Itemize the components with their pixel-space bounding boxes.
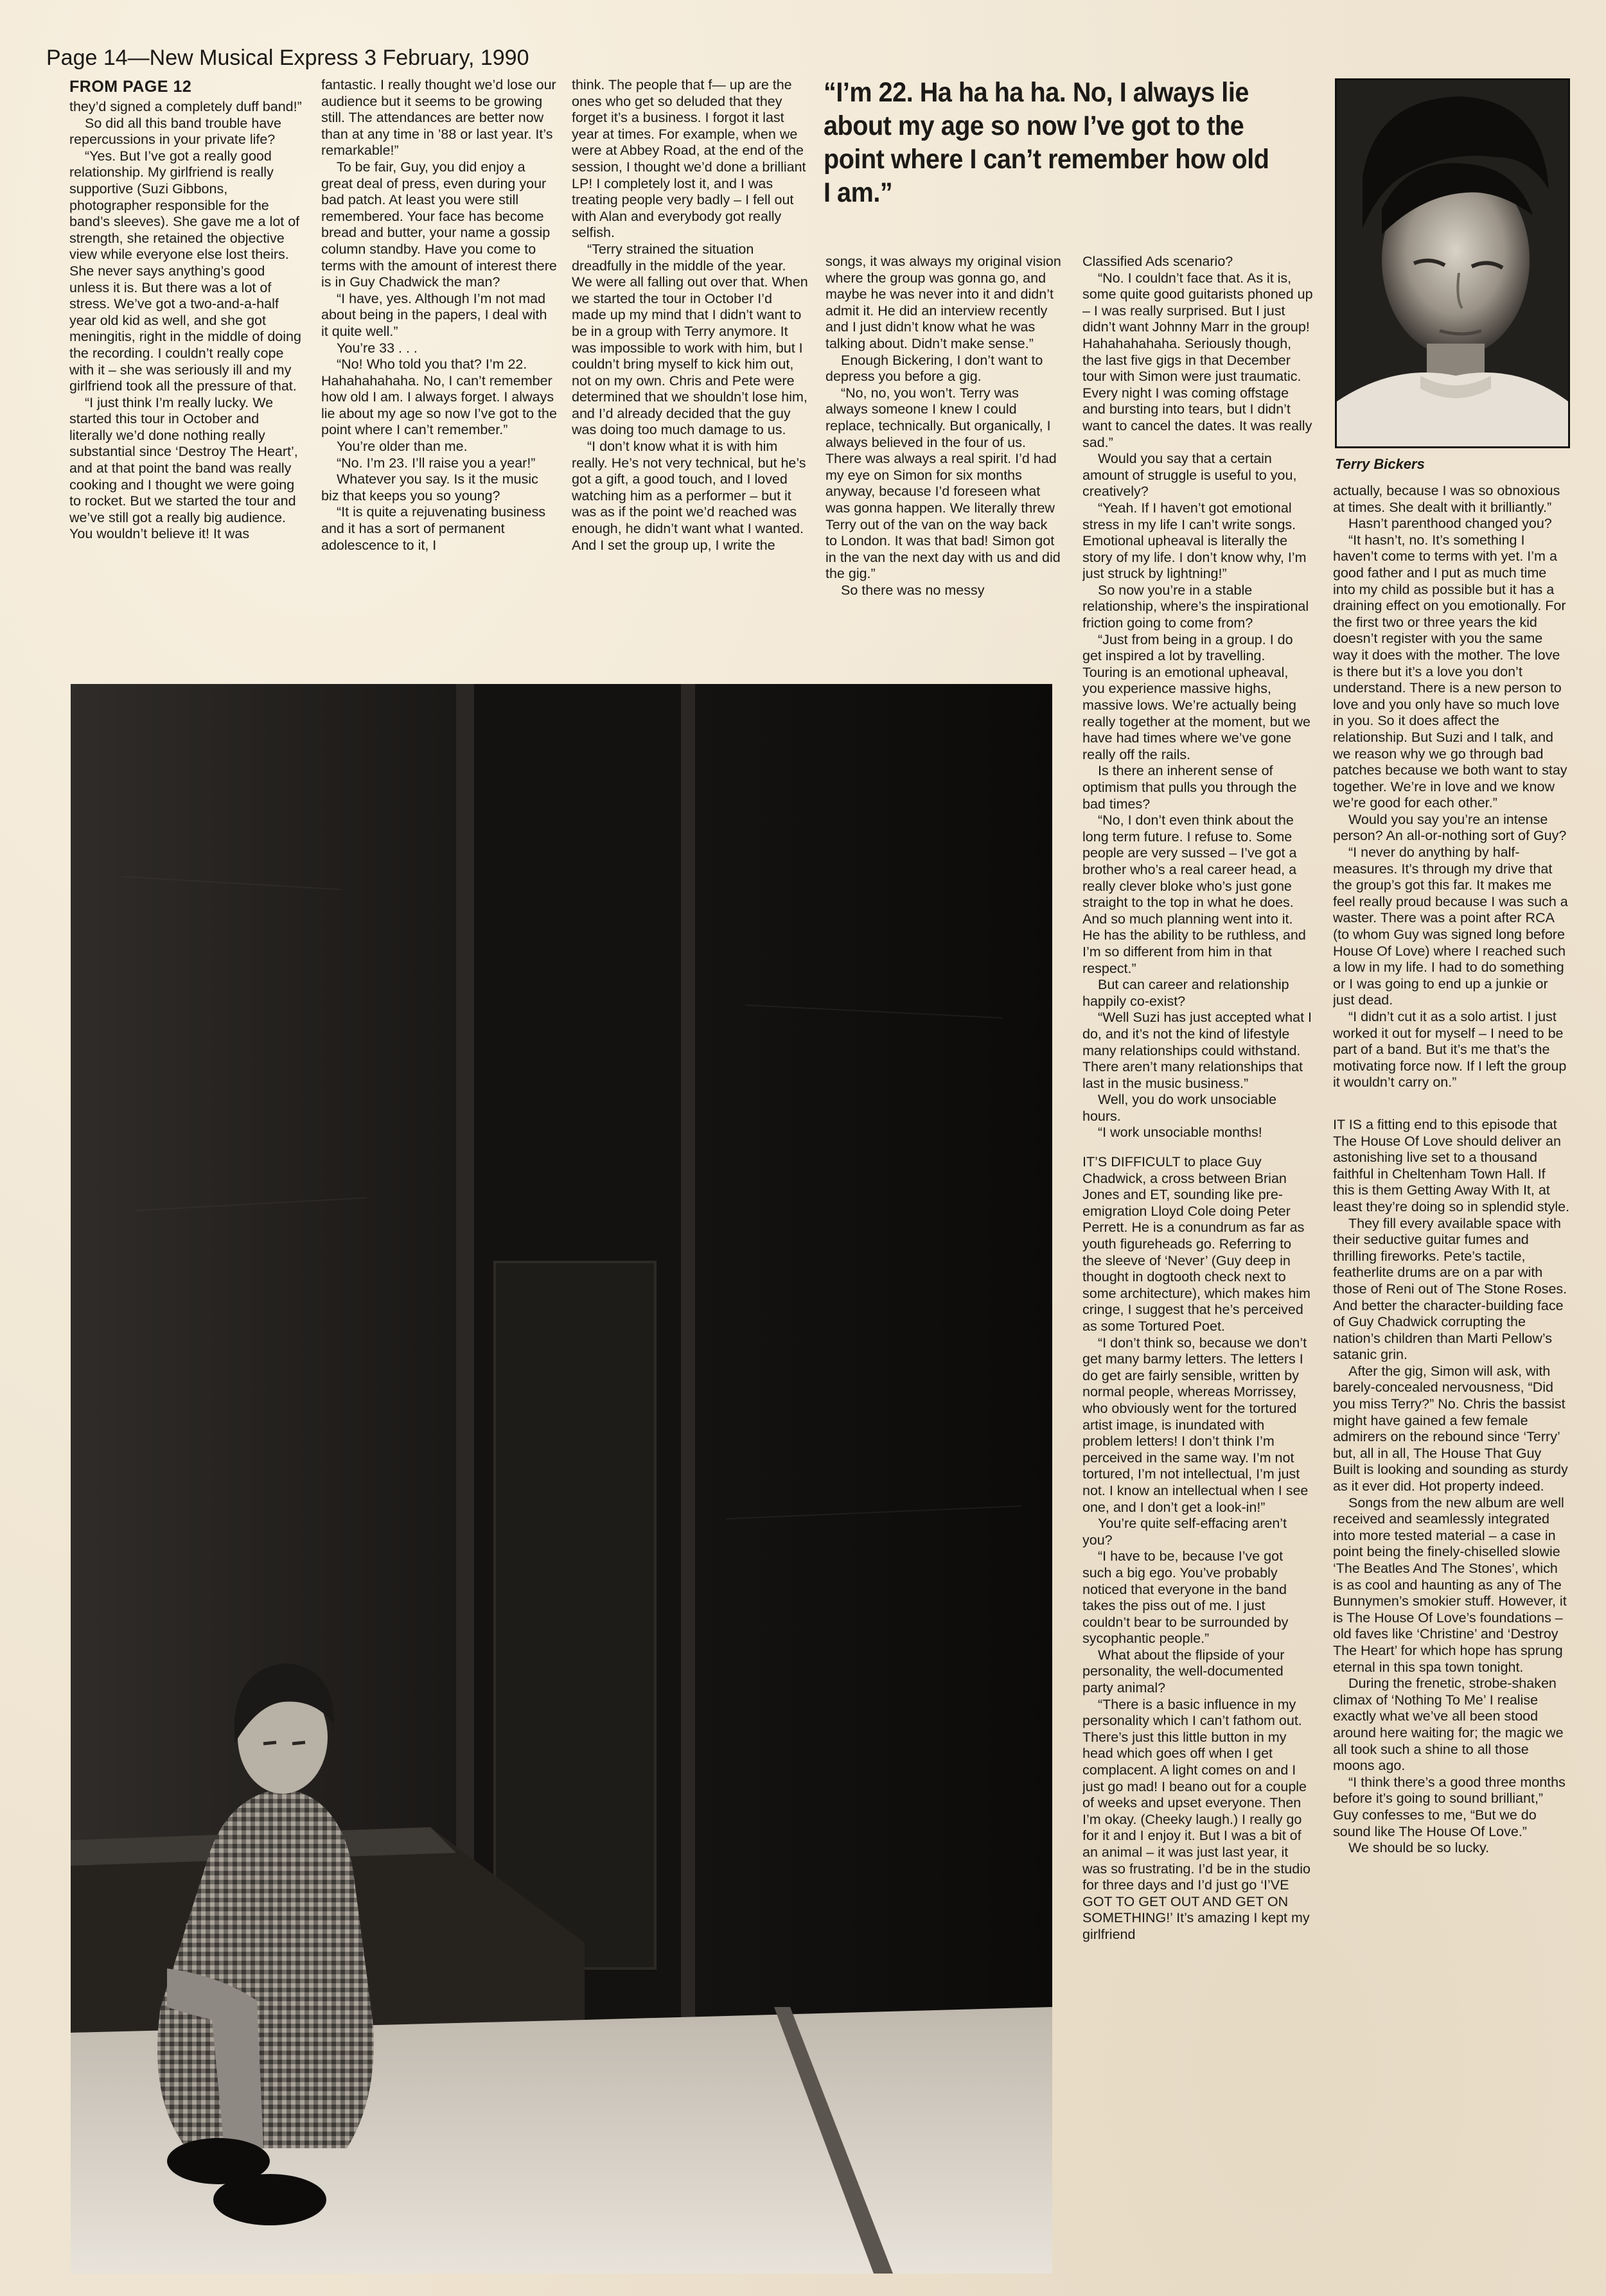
paragraph: After the gig, Simon will ask, with barely-concealed nervousness, “Did you miss Terry?” No. Chris the bassist might have gained a few female admirers on the rebound since ‘Terry’ but, all in all, The House That Guy Built is looking and sounding as sturdy as it ever did. Hot property indeed. xyxy=(1333,1363,1568,1494)
paragraph: Would you say that a certain amount of struggle is useful to you, creatively? xyxy=(1082,451,1297,500)
paragraph: Classified Ads scenario? xyxy=(1082,254,1233,269)
paragraph: Whatever you say. Is it the music biz that keeps you so young? xyxy=(321,471,538,504)
paragraph: Is there an inherent sense of optimism that pulls you through the bad times? xyxy=(1082,763,1297,812)
paragraph: “I have to be, because I’ve got such a big ego. You’ve probably noticed that everyone in the band takes the piss out of me. I just couldn’t bear to be surrounded by sycophantic people.” xyxy=(1082,1548,1289,1647)
paragraph: “I don’t know what it is with him really. He’s not very technical, but he’s got a gift, a good touch, and I loved watching him as a performer – but it was as if the point we’d reached was enough, he didn’t want what I wanted. And I set the group up, I write the xyxy=(572,439,806,553)
paragraph: IT’S DIFFICULT to place Guy Chadwick, a cross between Brian Jones and ET, sounding like pre-emigration Lloyd Cole doing Peter Perrett. He is a conundrum as far as youth figureheads go. Referring to the sleeve of ‘Never’ (Guy deep in thought in dogtooth check next to some architecture), which makes him cringe, I suggest that he’s perceived as some Tortured Poet. xyxy=(1082,1154,1310,1334)
continued-from-label: FROM PAGE 12 xyxy=(69,78,192,96)
article-column-4 xyxy=(825,254,1062,671)
paragraph: “I don’t think so, because we don’t get many barmy letters. The letters I do get are fairly sensible, written by normal people, whereas Morrissey, who obviously went for the tortured artist image, is inundated with problem letters! I don’t think I’m perceived in the same way. I’m not tortured, I’m not intellectual, I’m just not. I know an intellectual when I see one, and I don’t get a look-in!” xyxy=(1082,1335,1309,1515)
photo-caption: Terry Bickers xyxy=(1335,456,1425,472)
paragraph: “I never do anything by half-measures. It’s through my drive that the group’s got this far. It makes me feel really proud because I was such a waster. There was a point after RCA (to whom Guy was signed long before House Of Love) where I reached such a low in my life. I had to do something or I was going to end up a junkie or just dead. xyxy=(1333,845,1568,1008)
terry-bickers-photo xyxy=(1335,78,1570,448)
paragraph: “No, I don’t even think about the long term future. I refuse to. Some people are very sussed – I’ve got a brother who’s a real career head, a really clever bloke who’s just gone straight to the top in what he does. And so much planning went into it. He has the ability to be ruthless, and I’m so different from him in that respect.” xyxy=(1082,812,1306,976)
section-break xyxy=(1082,1141,1314,1154)
paragraph: “Yeah. If I haven’t got emotional stress in my life I can’t write songs. Emotional upheaval is literally the story of my life. I don’t know why, I’m just struck by lightning!” xyxy=(1082,500,1307,582)
paragraph: But can career and relationship happily co-exist? xyxy=(1082,977,1289,1009)
paragraph: “No, no, you won’t. Terry was always someone I knew I could replace, technically. But organically, I always believed in the four of us. There was always a real spirit. I’d had my eye on Simon for six months anyway, because I’d foreseen what was gonna happen. We literally threw Terry out of the van on the way back to London. It was that bad! Simon got in the van the next day with us and did the gig.” xyxy=(825,385,1061,582)
article-column-5 xyxy=(1082,254,1314,2264)
portrait-image xyxy=(1337,80,1568,446)
paragraph: “I didn’t cut it as a solo artist. I just worked it out for myself – I need to be part of a band. But it’s me that’s the motivating force now. If I left the group it wouldn’t carry on.” xyxy=(1333,1009,1567,1091)
pull-quote: “I’m 22. Ha ha ha ha. No, I always lie about my age so now I’ve got to the point where I can’t remember how old I am.” xyxy=(824,77,1269,208)
paragraph: “I work unsociable months! xyxy=(1098,1125,1262,1141)
paragraph: “No. I’m 23. I’ll raise you a year!” xyxy=(337,455,536,471)
paragraph: We should be so lucky. xyxy=(1348,1840,1490,1856)
paragraph: “I think there’s a good three months before it’s going to sound brilliant,” Guy confesses to me, “But we do sound like The House Of Love.” xyxy=(1333,1774,1566,1839)
paragraph: Would you say you’re an intense person? An all-or-nothing sort of Guy? xyxy=(1333,811,1567,844)
paragraph: You’re older than me. xyxy=(337,439,468,455)
paragraph: “Just from being in a group. I do get inspired a lot by travelling. Touring is an emotional upheaval, you experience massive highs, massive lows. We’re actually being really together at the moment, but we have had times where we’ve gone really off the rails. xyxy=(1082,631,1310,762)
paragraph: To be fair, Guy, you did enjoy a great deal of press, even during your bad patch. At least you were still remembered. Your face has become bread and butter, your name a gossip column standby. Have you come to terms with the amount of interest there is in Guy Chadwick the man? xyxy=(321,159,557,290)
section-break xyxy=(1333,1091,1571,1117)
paragraph: think. The people that f— up are the ones who get so deluded that they forget it’s a business. I forgot it last year at times. For example, when we were at Abbey Road, at the end of the session, I thought we’d done a brilliant LP! I completely lost it, and I was treating people very badly – I fell out with Alan and everybody got really selfish. xyxy=(572,77,806,241)
paragraph: “No. I couldn’t face that. As it is, some quite good guitarists phoned up – I was really surprised. But I just didn’t want Johnny Marr in the group! Hahahahahaha. Seriously though, the last five gigs in that December tour with Simon were just traumatic. Every night I was coming offstage and bursting into tears, but I didn’t want to cancel the dates. It was really sad.” xyxy=(1082,270,1313,450)
paragraph: they’d signed a completely duff band!” xyxy=(69,99,302,114)
paragraph: “It is quite a rejuvenating business and it has a sort of permanent adolescence to it, I xyxy=(321,504,546,553)
paragraph: actually, because I was so obnoxious at times. She dealt with it brilliantly.” xyxy=(1333,483,1560,515)
paragraph: songs, it was always my original vision where the group was gonna go, and maybe he was never into it and didn’t admit it. He did an interview recently and I just didn’t know what he was talking about. Didn’t make sense.” xyxy=(825,254,1061,351)
paragraph: “There is a basic influence in my personality which I can’t fathom out. There’s just this little button in my head which goes off when I get complacent. A light comes on and I just go mad! I beano out for a couple of weeks and upset everyone. Then I’m okay. (Cheeky laugh.) I really go for it and I enjoy it. But I was a bit of an animal – it was just last year, it was so frustrating. I’d be in the studio for three days and I’d just go ‘I’VE GOT TO GET OUT AND GET ON SOMETHING!’ It’s amazing I kept my girlfriend xyxy=(1082,1696,1310,1942)
page-folio: Page 14—New Musical Express 3 February, 1990 xyxy=(46,46,529,70)
paragraph: Well, you do work unsociable hours. xyxy=(1082,1092,1277,1124)
paragraph: IT IS a fitting end to this episode that The House Of Love should deliver an astonishing live set to a thousand faithful in Cheltenham Town Hall. If this is them Getting Away With It, at least they’re doing so in splendid style. xyxy=(1333,1116,1570,1214)
article-column-1 xyxy=(69,77,306,668)
paragraph: So now you’re in a stable relationship, where’s the inspirational friction going to come from? xyxy=(1082,582,1309,631)
guy-chadwick-photo xyxy=(71,684,1052,2274)
paragraph: They fill every available space with their seductive guitar fumes and thrilling fireworks. Pete’s tactile, featherlite drums are on a par with those of Reni out of The Stone Roses. And better the character-building face of Guy Chadwick corrupting the nation’s children than Marti Pellow’s satanic grin. xyxy=(1333,1215,1567,1363)
paragraph: Songs from the new album are well received and seamlessly integrated into more tested material – a case in point being the finely-chiselled slowie ‘The Beatles And The Stones’, which is as cool and haunting as any of The Bunnymen’s smokier stuff. However, it is The House Of Love’s foundations – old faves like ‘Christine’ and ‘Destroy The Heart’ for which hope has sprung eternal in this spa town tonight. xyxy=(1333,1494,1567,1675)
paragraph: “No! Who told you that? I’m 22. Hahahahahaha. No, I can’t remember how old I am. I always forget. I always lie about my age so now I’ve got to the point where I can’t remember.” xyxy=(321,356,557,438)
paragraph: “It hasn’t, no. It’s something I haven’t come to terms with yet. I’m a good father and I put as much time into my child as possible but it has a draining effect on you emotionally. For the first two or three years the kid doesn’t register with you the same way it does with the mother. The love is there but it’s a love you don’t understand. There is a new person to love and you only have so much love in you. So it does affect the relationship. But Suzi and I talk, and we reason why we go through bad patches because we both want to stay together. We’re in love and we know we’re good for each other.” xyxy=(1333,532,1567,811)
paragraph: “I just think I’m really lucky. We started this tour in October and literally we’d done nothing really substantial since ‘Destroy The Heart’, and at that point the band was really cooking and I thought we were going to rocket. But we started the tour and we’ve still got a really big audience. You wouldn’t believe it! It was xyxy=(69,394,298,542)
paragraph: You’re 33 . . . xyxy=(337,340,418,356)
paragraph: During the frenetic, strobe-shaken climax of ‘Nothing To Me’ I realise exactly what we’ve all been stood around here waiting for; the magic we all took such a shine to all those moons ago. xyxy=(1333,1676,1564,1774)
paragraph: fantastic. I really thought we’d lose our audience but it seems to be growing still. The attendances are better now than at any time in ’88 or last year. It’s remarkable!” xyxy=(321,77,556,159)
paragraph: What about the flipside of your personality, the well-documented party animal? xyxy=(1082,1647,1285,1696)
paragraph: Hasn’t parenthood changed you? xyxy=(1348,516,1552,532)
article-column-2 xyxy=(321,77,558,668)
paragraph: So there was no messy xyxy=(841,582,985,598)
main-photo-image xyxy=(71,684,1052,2274)
paragraph: “Well Suzi has just accepted what I do, and it’s not the kind of lifestyle many relationships could withstand. There aren’t many relationships that last in the music business.” xyxy=(1082,1010,1312,1091)
paragraph: You’re quite self-effacing aren’t you? xyxy=(1082,1516,1287,1548)
paragraph: “Terry strained the situation dreadfully in the middle of the year. We were all falling out over that. When we started the tour in October I’d made up my mind that I didn’t want to be in a group with Terry anymore. It was impossible to work with him, but I couldn’t bring myself to kick him out, not on my own. Chris and Pete were determined that we shouldn’t lose him, and I’d already decided that the guy was doing too much damage to us. xyxy=(572,241,808,438)
article-column-3 xyxy=(572,77,808,668)
paragraph: Enough Bickering, I don’t want to depress you before a gig. xyxy=(825,352,1043,385)
paragraph: So did all this band trouble have repercussions in your private life? xyxy=(69,115,281,148)
paragraph: “Yes. But I’ve got a really good relationship. My girlfriend is really supportive (Suzi Gibbons, photographer responsible for the band’s sleeves). She gave me a lot of strength, she retained the objective view while everyone else lost theirs. She never says anything’s good unless it is. But there was a lot of stress. We’ve got a two-and-a-half year old kid as well, and she got meningitis, right in the middle of doing the recording. I couldn’t really cope with it – she was seriously ill and my girlfriend took all the pressure of that. xyxy=(69,148,301,394)
article-column-6 xyxy=(1333,483,1571,2268)
paragraph: “I have, yes. Although I’m not mad about being in the papers, I deal with it quite well.” xyxy=(321,290,547,339)
